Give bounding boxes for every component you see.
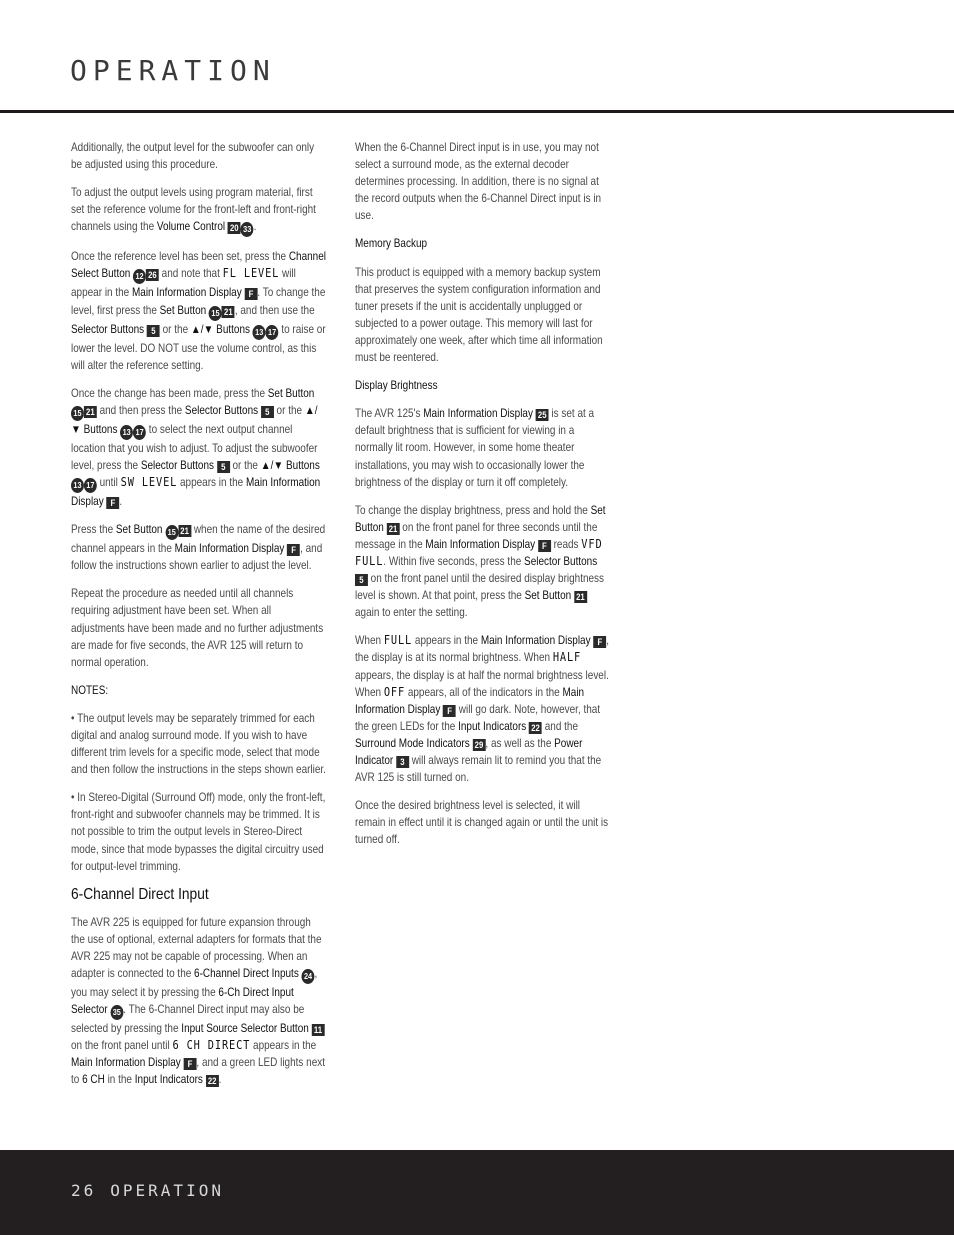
paragraph: The AVR 125's Main Information Display 25 is set at a default brightness that is sufficient for viewing in a normally lit room. However, in some home theater installations, you may wish to occasionally lower the brightness of the display or turn it off completely.: [355, 407, 595, 489]
ref-badge: 33: [241, 222, 254, 237]
ref-badge: 21: [84, 406, 97, 418]
footer-bar: [0, 1150, 954, 1235]
ref-badge: F: [443, 705, 456, 717]
footer-section-title: OPERATION: [110, 1181, 224, 1200]
ref-badge: 13: [253, 325, 266, 340]
ref-badge: 35: [110, 1005, 123, 1020]
ref-badge: 5: [147, 325, 160, 337]
subheading: Display Brightness: [355, 379, 438, 393]
ref-badge: F: [287, 544, 300, 556]
ref-badge: 21: [574, 591, 587, 603]
ref-badge: 5: [217, 461, 230, 473]
display-message: 6 CH DIRECT: [172, 1038, 251, 1053]
page-number: 26: [71, 1181, 97, 1200]
ref-badge: 13: [71, 478, 84, 493]
page-title: OPERATION: [70, 54, 276, 87]
paragraph: To adjust the output levels using program material, first set the reference volume for the front-left and front-right channels using the Volume Control 20 33 .: [71, 184, 326, 237]
ref-badge: F: [184, 1058, 197, 1070]
ref-badge: 13: [120, 425, 133, 440]
ref-badge: 24: [302, 969, 315, 984]
ref-badge: 11: [312, 1024, 325, 1036]
right-column: [355, 139, 610, 859]
paragraph: Additionally, the output level for the subwoofer can only be adjusted using this procedure.: [71, 141, 315, 172]
ref-badge: 29: [473, 739, 486, 751]
ref-badge: 3: [396, 756, 409, 768]
ref-badge: 21: [222, 306, 235, 318]
paragraph: The AVR 225 is equipped for future expansion through the use of optional, external adapters for formats that the AVR 225 may not be capable of processing. When an adapter is connected to the 6-Channel Direct Inputs 24 , you may select it by pressing the 6-Ch Direct Input Selector 35 . The 6-Channel Direct input may also be selected by pressing the Input Source Selector Button 11 on the front panel until 6 CH DIRECT appears in the Main Information Display F , and a green LED lights next to 6 CH in the Input Indicators 22 .: [71, 915, 326, 1087]
ref-badge: 25: [536, 409, 549, 421]
ref-badge: 5: [355, 574, 368, 586]
paragraph: Once the reference level has been set, press the Channel Select Button 12 26 and note that FL LEVEL will appear in the Main Information Display F . To change the level, first press the Set Button 15 21 , and then use the Selector Buttons 5 or the ▲/▼ Buttons 13 17 to raise or lower the level. DO NOT use the volume control, as this will alter the reference setting.: [71, 250, 326, 372]
subheading: Memory Backup: [355, 237, 428, 251]
paragraph: Once the desired brightness level is selected, it will remain in effect until it is changed again or until the unit is turned off.: [355, 799, 609, 847]
ref-badge: 17: [133, 425, 146, 440]
ref-badge: F: [593, 636, 606, 648]
ref-badge: 21: [387, 523, 400, 535]
ref-badge: 20: [228, 222, 241, 234]
section-heading: 6-Channel Direct Input: [71, 885, 209, 903]
note: • In Stereo-Digital (Surround Off) mode, only the front-left, front-right and subwoofer channels may be trimmed. It is not possible to trim the output levels in Stereo-Direct mode, since that mode bypasses the digital circuitry used for output-level trimming.: [71, 791, 326, 873]
paragraph: To change the display brightness, press and hold the Set Button 21 on the front panel for three seconds until the message in the Main Information Display F reads VFD FULL. Within five seconds, press the Selector Buttons 5 on the front panel until the desired display brightness level is shown. At that point, press the Set Button 21 again to enter the setting.: [355, 503, 606, 620]
ref-badge: 5: [261, 406, 274, 418]
display-message: SW LEVEL: [120, 475, 178, 490]
ref-badge: 21: [178, 525, 191, 537]
footer-text: [71, 1181, 238, 1200]
left-column: [71, 139, 326, 1100]
ref-badge: 17: [266, 325, 279, 340]
paragraph: Press the Set Button 15 21 when the name of the desired channel appears in the Main Information Display F , and follow the instructions shown earlier to adjust the level.: [71, 523, 326, 573]
ref-badge: F: [106, 497, 119, 509]
display-message: OFF: [383, 684, 406, 699]
paragraph: This product is equipped with a memory backup system that preserves the system configuration information and tuner presets if the unit is accidentally unplugged or subjected to a power outage. This memory will last for approximately one week, after which time all information must be reentered.: [355, 265, 603, 365]
note: • The output levels may be separately trimmed for each digital and analog surround mode. If you wish to have different trim levels for a specific mode, select that mode and then follow the instructions in the steps shown earlier.: [71, 711, 326, 777]
ref-badge: F: [538, 540, 551, 552]
display-message: FULL: [383, 633, 413, 648]
paragraph: Once the change has been made, press the Set Button 15 21 and then press the Selector Buttons 5 or the ▲/▼ Buttons 13 17 to select the next output channel location that you wish to adjust. To adjust the subwoofer level, press the Selector Buttons 5 or the ▲/▼ Buttons 13 17 until SW LEVEL appears in the Main Information Display F .: [71, 386, 321, 509]
ref-badge: 15: [165, 525, 178, 540]
display-message: FL LEVEL: [222, 266, 280, 281]
paragraph: Repeat the procedure as needed until all channels requiring adjustment have been set. When all adjustments have been made and no further adjustments are made for five seconds, the AVR 125 will return to normal operation.: [71, 587, 324, 669]
notes-heading: NOTES:: [71, 683, 109, 697]
ref-badge: 17: [84, 478, 97, 493]
display-message: HALF: [552, 650, 582, 665]
ref-badge: 15: [71, 406, 84, 421]
ref-badge: 15: [209, 306, 222, 321]
ref-badge: 22: [529, 722, 542, 734]
ref-badge: 26: [146, 269, 159, 281]
paragraph: When FULL appears in the Main Information Display F , the display is at its normal brightness. When HALF appears, the display is at half the normal brightness level. When OFF appears, all of the indicators in the Main Information Display F will go dark. Note, however, that the green LEDs for the Input Indicators 22 and the Surround Mode Indicators 29 , as well as the Power Indicator 3 will always remain lit to remind you that the AVR 125 is still turned on.: [355, 633, 610, 785]
ref-badge: 22: [206, 1075, 219, 1087]
header-rule: [0, 110, 954, 113]
paragraph: When the 6-Channel Direct input is in use, you may not select a surround mode, as the external decoder determines processing. In addition, there is no signal at the record outputs when the 6-Channel Direct input is in use.: [355, 141, 602, 223]
ref-badge: F: [244, 288, 257, 300]
ref-badge: 12: [133, 269, 146, 284]
display-message: VFD FULL: [355, 536, 603, 568]
